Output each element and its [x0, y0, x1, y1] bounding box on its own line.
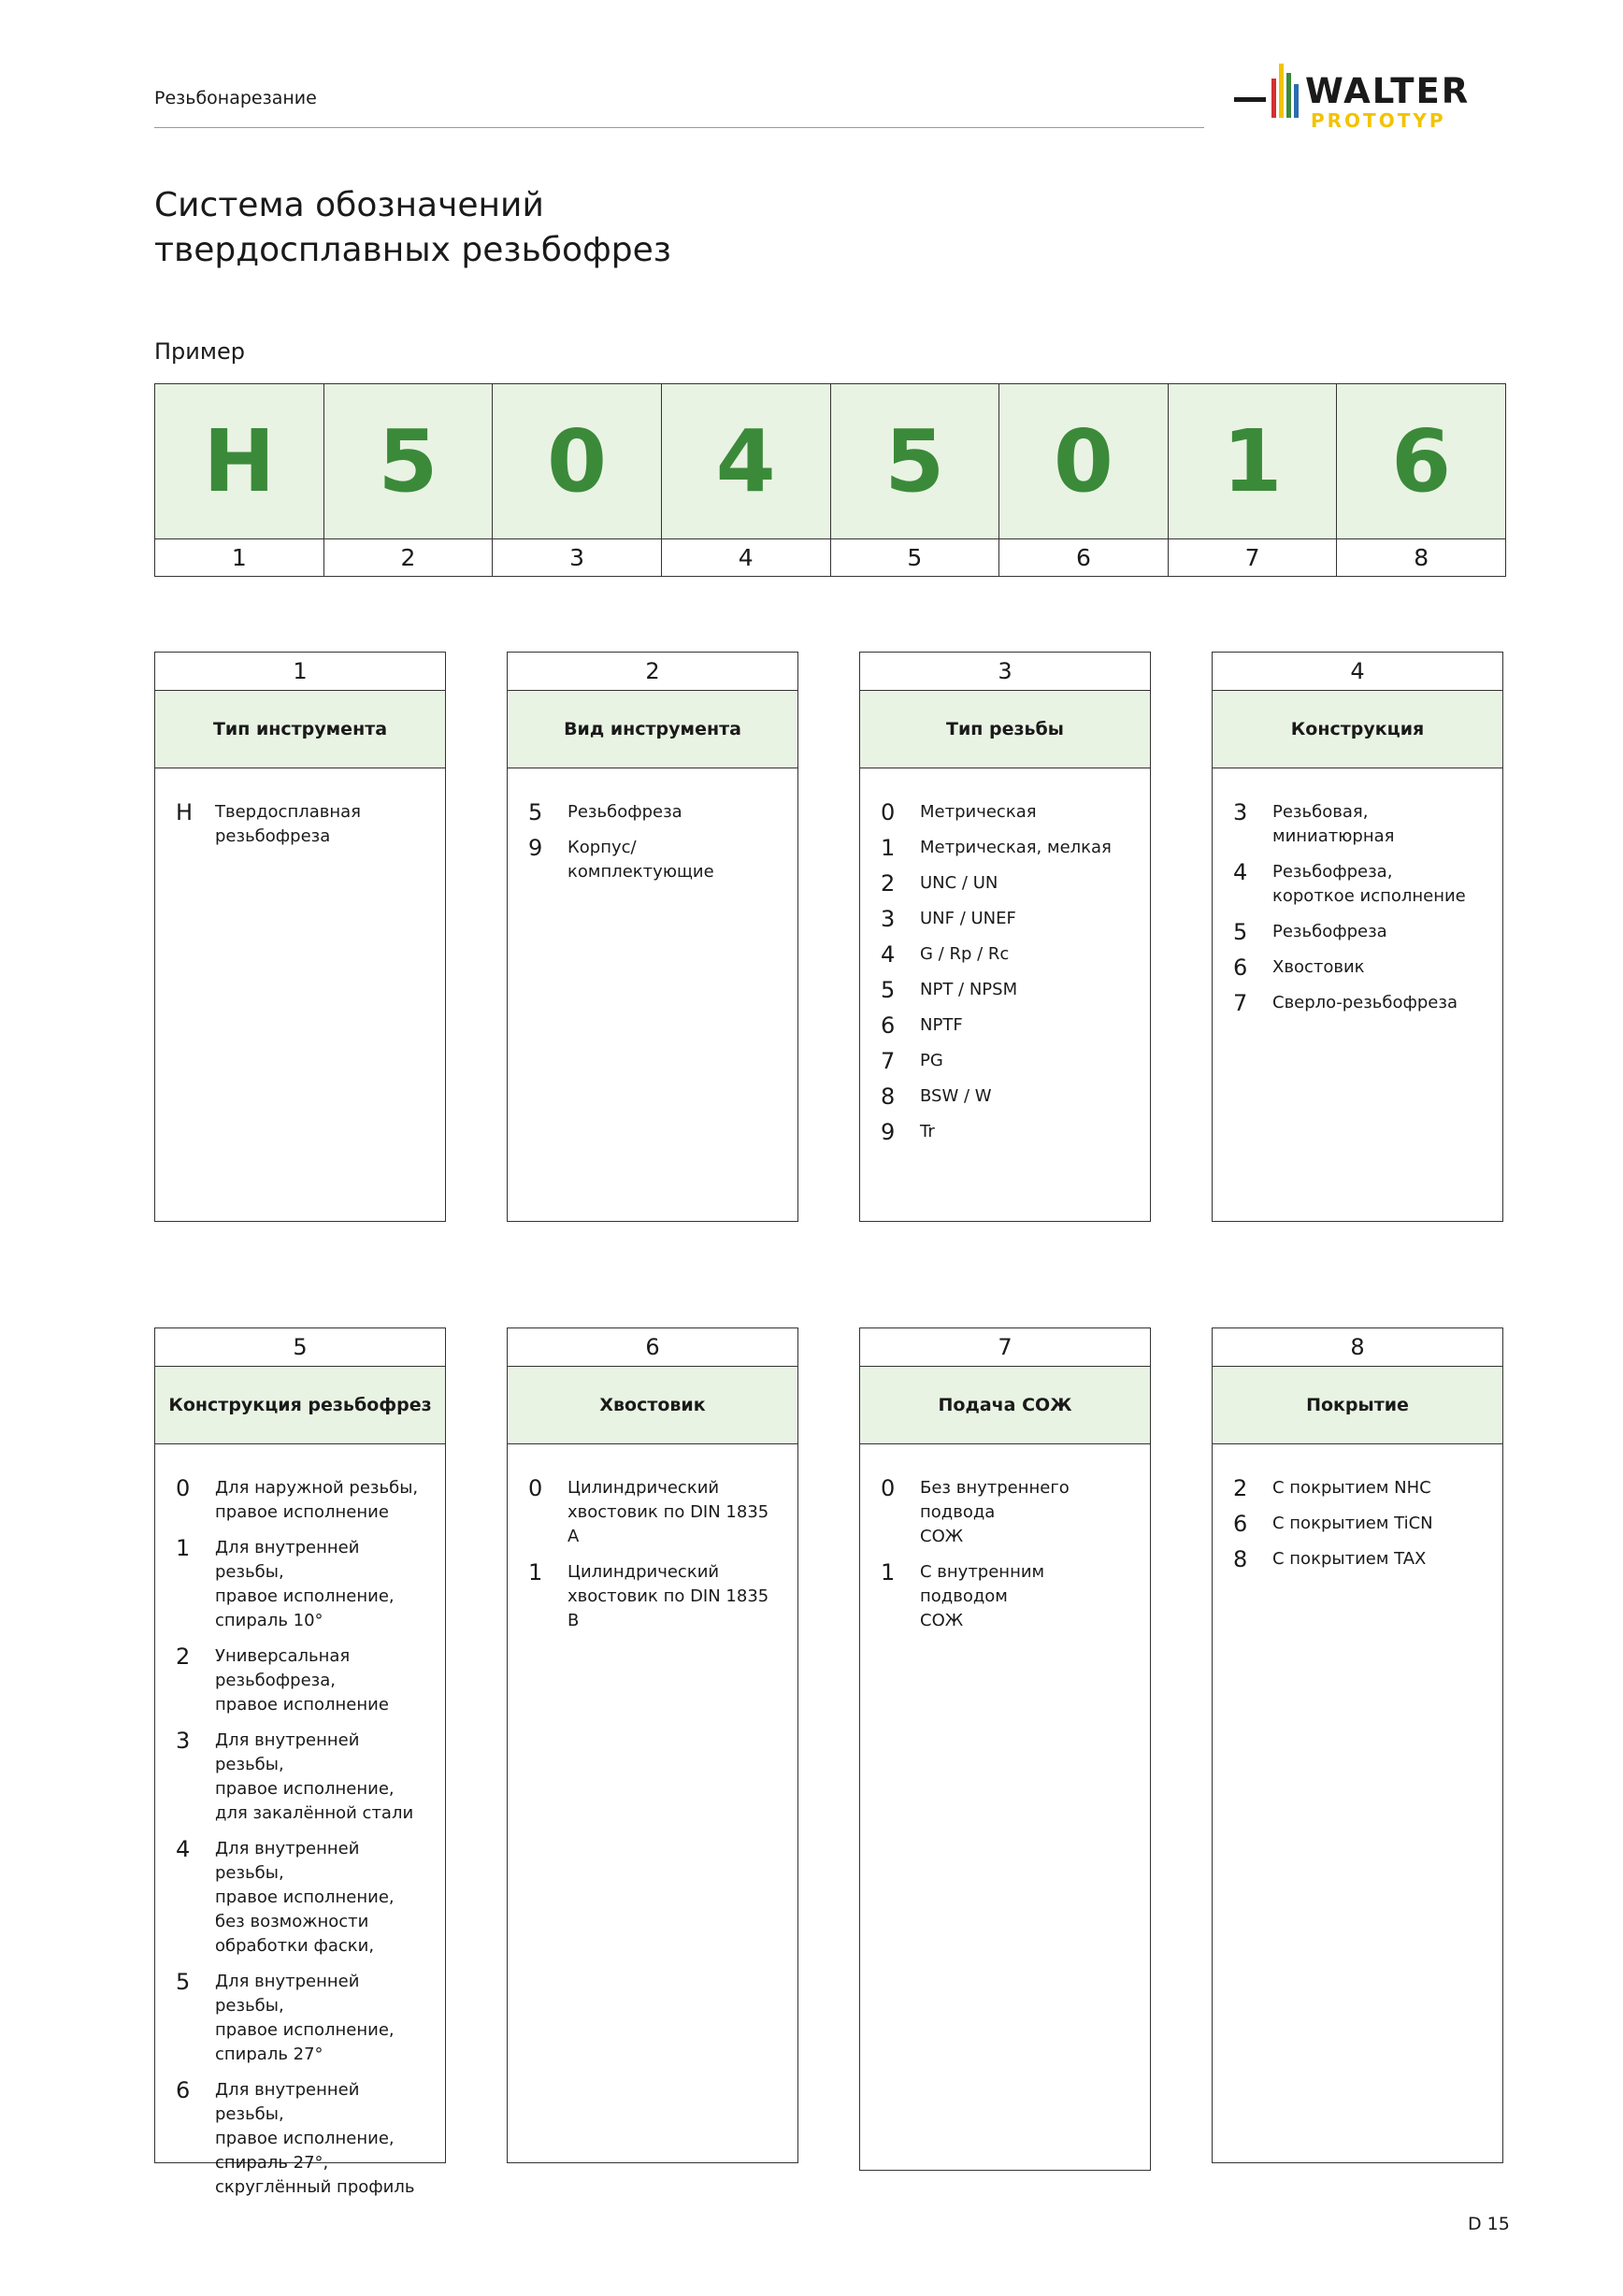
example-cell: [493, 384, 662, 576]
list-item: [881, 1120, 1133, 1144]
list-item: [528, 800, 781, 825]
item-code: 5: [528, 799, 543, 825]
item-desc: Для внутренней резьбы, правое исполнение, спираль 10°: [215, 1538, 395, 1630]
item-desc: UNC / UN: [920, 873, 998, 893]
list-item: [881, 836, 1133, 860]
example-char: 0: [999, 384, 1168, 539]
section-label: Резьбонарезание: [154, 88, 317, 108]
panel-body: [860, 768, 1150, 1144]
panel-title: Хвостовик: [508, 1367, 797, 1444]
panel-title: Подача СОЖ: [860, 1367, 1150, 1444]
example-char: 6: [1337, 384, 1505, 539]
panel-body: [1213, 768, 1502, 1015]
item-code: 7: [881, 1048, 896, 1074]
list-item: [881, 1013, 1133, 1038]
item-code: 5: [176, 1969, 191, 1995]
item-desc: Tr: [920, 1122, 935, 1141]
list-item: [176, 1970, 428, 2067]
item-code: 1: [881, 1559, 896, 1586]
item-code: 5: [1233, 919, 1248, 945]
list-item: [881, 978, 1133, 1002]
item-desc: UNF / UNEF: [920, 909, 1016, 928]
item-desc: Для наружной резьбы, правое исполнение: [215, 1478, 419, 1522]
panel-title: Тип резьбы: [860, 691, 1150, 768]
item-desc: Хвостовик: [1272, 957, 1365, 977]
logo-bar: [1294, 84, 1299, 118]
example-cell: [324, 384, 494, 576]
item-code: 3: [881, 906, 896, 932]
panel-number: 3: [860, 653, 1150, 691]
list-item: [1233, 860, 1486, 909]
item-code: 9: [881, 1119, 896, 1145]
item-code: 7: [1233, 990, 1248, 1016]
item-desc: Для внутренней резьбы, правое исполнение, спираль 27°: [215, 1972, 395, 2064]
list-item: [176, 2078, 428, 2200]
item-desc: NPTF: [920, 1015, 963, 1035]
item-code: 8: [881, 1083, 896, 1110]
item-code: 6: [1233, 1511, 1248, 1537]
panel-thread-type: [859, 652, 1151, 1222]
example-position: 6: [1075, 544, 1091, 571]
item-code: H: [176, 799, 194, 825]
item-code: 4: [176, 1836, 191, 1862]
panel-number: 4: [1213, 653, 1502, 691]
item-desc: Для внутренней резьбы, правое исполнение, спираль 27°, скруглённый профиль: [215, 2080, 415, 2197]
list-item: [881, 1476, 1133, 1549]
item-code: 0: [881, 799, 896, 825]
item-desc: Цилиндрический хвостовик по DIN 1835 B: [567, 1562, 769, 1630]
item-desc: С внутренним подводом СОЖ: [920, 1562, 1045, 1630]
item-desc: Без внутреннего подвода СОЖ: [920, 1478, 1070, 1546]
logo-brand: WALTER: [1305, 71, 1471, 111]
item-desc: Метрическая: [920, 802, 1037, 822]
example-cell: [662, 384, 831, 576]
item-desc: Цилиндрический хвостовик по DIN 1835 A: [567, 1478, 769, 1546]
example-position: 2: [400, 544, 416, 571]
list-item: [881, 907, 1133, 931]
item-desc: Для внутренней резьбы, правое исполнение, для закалённой стали: [215, 1730, 414, 1823]
list-item: [528, 1560, 781, 1633]
list-item: [1233, 991, 1486, 1015]
logo-bar: [1279, 64, 1284, 118]
list-item: [1233, 955, 1486, 980]
panel-tool-kind: [507, 652, 798, 1222]
list-item: [1233, 1547, 1486, 1571]
panel-mill-construction: [154, 1327, 446, 2197]
example-code-table: [154, 383, 1506, 577]
list-item: [1233, 1512, 1486, 1536]
list-item: [881, 942, 1133, 967]
panel-body: [155, 1444, 445, 2200]
list-item: [176, 1729, 428, 1826]
item-desc: Твердосплавная резьбофреза: [215, 802, 361, 846]
panel-title: Конструкция резьбофрез: [155, 1367, 445, 1444]
item-code: 6: [1233, 954, 1248, 981]
panel-number: 5: [155, 1328, 445, 1367]
logo-bar: [1286, 73, 1291, 118]
item-desc: С покрытием TAX: [1272, 1549, 1427, 1569]
example-position: 8: [1414, 544, 1429, 571]
list-item: [881, 1084, 1133, 1109]
walter-logo: [1232, 56, 1513, 138]
panel-number: 6: [508, 1328, 797, 1367]
example-char: 5: [831, 384, 999, 539]
example-position: 3: [569, 544, 585, 571]
panel-number: 8: [1213, 1328, 1502, 1367]
panel-title: Конструкция: [1213, 691, 1502, 768]
header-divider: [154, 127, 1204, 128]
panel-body: [1213, 1444, 1502, 1571]
item-code: 0: [528, 1475, 543, 1501]
example-position: 5: [907, 544, 923, 571]
item-desc: Резьбофреза: [1272, 922, 1387, 941]
item-code: 4: [1233, 859, 1248, 885]
example-cell: [1337, 384, 1505, 576]
list-item: [1233, 800, 1486, 849]
item-desc: Резьбофреза, короткое исполнение: [1272, 862, 1466, 906]
item-desc: Резьбофреза: [567, 802, 682, 822]
example-cell: [831, 384, 1000, 576]
panel-shank: [507, 1327, 798, 2163]
example-cell: [1169, 384, 1338, 576]
panel-coating: [1212, 1327, 1503, 2163]
item-desc: Резьбовая, миниатюрная: [1272, 802, 1395, 846]
list-item: [881, 1049, 1133, 1073]
example-char: H: [155, 384, 323, 539]
list-item: [176, 1644, 428, 1717]
example-char: 5: [324, 384, 493, 539]
panel-body: [860, 1444, 1150, 1633]
example-label: Пример: [154, 338, 245, 365]
example-position: 4: [738, 544, 754, 571]
item-desc: Универсальная резьбофреза, правое исполнение: [215, 1646, 389, 1715]
page-title-line-1: Система обозначений: [154, 186, 544, 224]
page-title: [154, 183, 1089, 273]
example-position: 1: [231, 544, 247, 571]
list-item: [528, 836, 781, 884]
item-desc: BSW / W: [920, 1086, 992, 1106]
item-desc: Корпус/комплектующие: [567, 838, 714, 882]
panel-title: Тип инструмента: [155, 691, 445, 768]
list-item: [176, 1536, 428, 1633]
item-code: 1: [881, 835, 896, 861]
item-desc: PG: [920, 1051, 943, 1070]
item-desc: Метрическая, мелкая: [920, 838, 1112, 857]
example-char: 1: [1169, 384, 1337, 539]
list-item: [881, 1560, 1133, 1633]
item-desc: Сверло-резьбофреза: [1272, 993, 1458, 1012]
page-number: D 15: [1468, 2214, 1510, 2234]
item-desc: G / Rp / Rc: [920, 944, 1010, 964]
list-item: [176, 1476, 428, 1525]
panel-number: 2: [508, 653, 797, 691]
example-char: 4: [662, 384, 830, 539]
item-code: 0: [176, 1475, 191, 1501]
panel-tool-type: [154, 652, 446, 1222]
item-code: 0: [881, 1475, 896, 1501]
item-desc: С покрытием TiCN: [1272, 1514, 1433, 1533]
example-cell: [999, 384, 1169, 576]
example-position: 7: [1244, 544, 1260, 571]
panel-number: 1: [155, 653, 445, 691]
logo-dash: [1234, 97, 1266, 102]
example-char: 0: [493, 384, 661, 539]
list-item: [1233, 920, 1486, 944]
item-code: 8: [1233, 1546, 1248, 1572]
item-code: 3: [1233, 799, 1248, 825]
item-code: 6: [881, 1012, 896, 1039]
panel-number: 7: [860, 1328, 1150, 1367]
list-item: [528, 1476, 781, 1549]
item-code: 1: [528, 1559, 543, 1586]
list-item: [881, 871, 1133, 896]
item-code: 1: [176, 1535, 191, 1561]
panel-title: Покрытие: [1213, 1367, 1502, 1444]
page-title-line-2: твердосплавных резьбофрез: [154, 231, 671, 269]
list-item: [176, 1837, 428, 1959]
item-code: 9: [528, 835, 543, 861]
panel-body: [508, 1444, 797, 1633]
panel-coolant: [859, 1327, 1151, 2171]
example-cell: [155, 384, 324, 576]
logo-bar: [1271, 79, 1276, 118]
panel-body: [508, 768, 797, 884]
item-code: 4: [881, 941, 896, 968]
list-item: [881, 800, 1133, 825]
item-code: 2: [881, 870, 896, 897]
item-code: 2: [1233, 1475, 1248, 1501]
item-code: 3: [176, 1728, 191, 1754]
list-item: [176, 800, 428, 849]
item-desc: Для внутренней резьбы, правое исполнение, без возможности обработки фаски,: [215, 1839, 395, 1956]
item-desc: С покрытием NHC: [1272, 1478, 1431, 1498]
item-desc: NPT / NPSM: [920, 980, 1018, 999]
logo-sub: PROTOTYP: [1311, 109, 1446, 132]
panel-construction: [1212, 652, 1503, 1222]
item-code: 6: [176, 2077, 191, 2103]
panel-title: Вид инструмента: [508, 691, 797, 768]
list-item: [1233, 1476, 1486, 1500]
panel-body: [155, 768, 445, 849]
item-code: 5: [881, 977, 896, 1003]
item-code: 2: [176, 1643, 191, 1670]
